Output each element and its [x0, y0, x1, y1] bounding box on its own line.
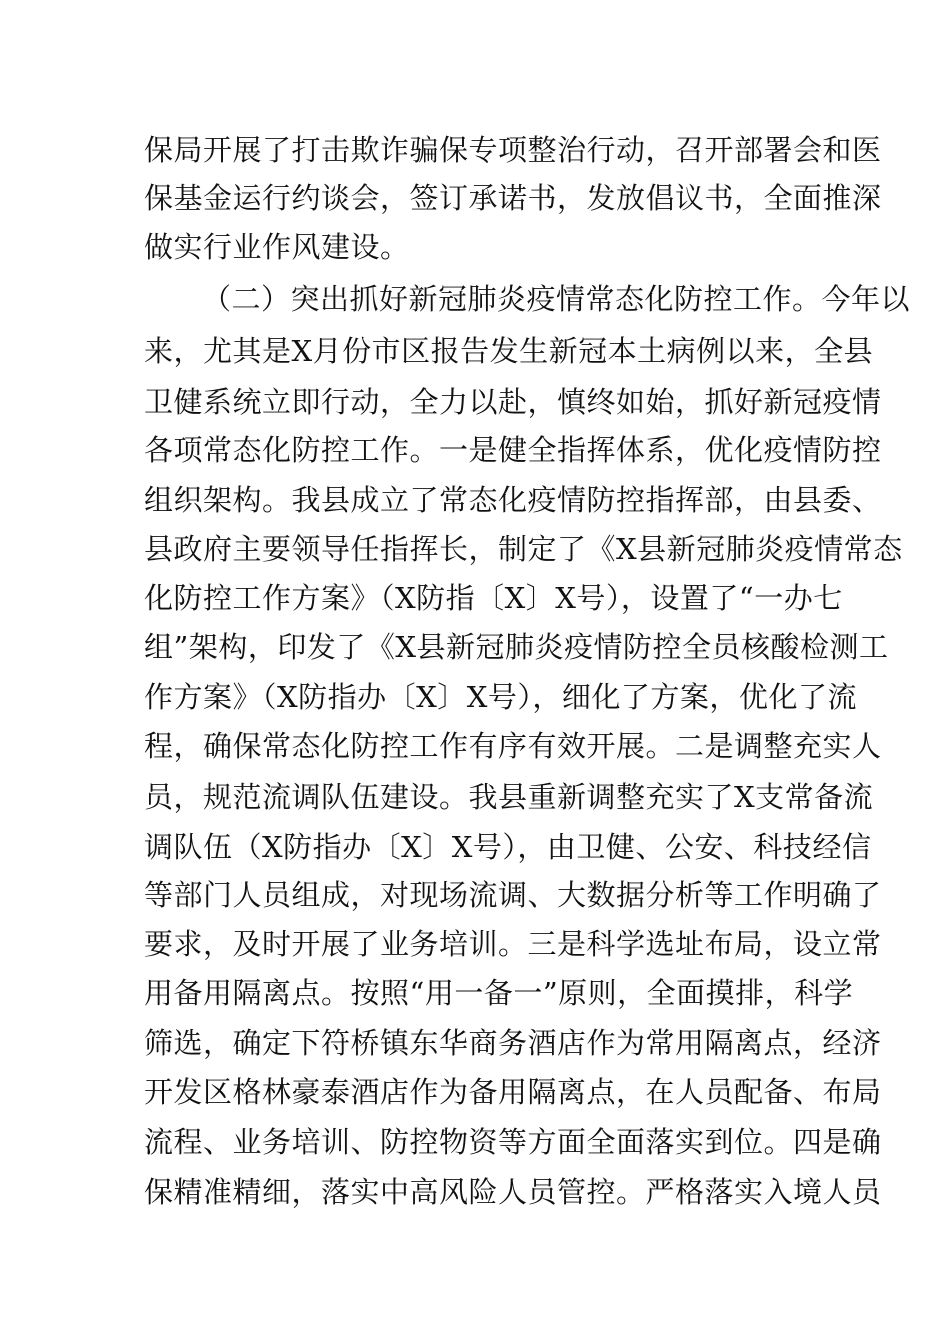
- text-line: 组”架构，印发了《X县新冠肺炎疫情防控全员核酸检测工: [144, 630, 889, 664]
- text-line: 开发区格林豪泰酒店作为备用隔离点，在人员配备、布局: [144, 1075, 882, 1109]
- text-line: 流程、业务培训、防控物资等方面全面落实到位。四是确: [144, 1125, 882, 1159]
- text-line: 卫健系统立即行动，全力以赴，慎终如始，抓好新冠疫情: [144, 385, 882, 419]
- text-line: 作方案》（X防指办〔X〕X号），细化了方案，优化了流: [144, 680, 857, 714]
- text-line: 调队伍（X防指办〔X〕X号），由卫健、公安、科技经信: [144, 830, 872, 864]
- paragraph-heading-line: （二）突出抓好新冠肺炎疫情常态化防控工作。今年以: [202, 282, 911, 316]
- text-line: 保局开展了打击欺诈骗保专项整治行动，召开部署会和医: [144, 133, 882, 167]
- text-line: 来，尤其是X月份市区报告发生新冠本土病例以来，全县: [144, 334, 874, 368]
- text-line: 员，规范流调队伍建设。我县重新调整充实了X支常备流: [144, 780, 874, 814]
- text-line: 要求，及时开展了业务培训。三是科学选址布局，设立常: [144, 927, 882, 961]
- text-line: 县政府主要领导任指挥长，制定了《X县新冠肺炎疫情常态: [144, 532, 903, 566]
- text-line: 保精准精细，落实中高风险人员管控。严格落实入境人员: [144, 1175, 882, 1209]
- text-line: 用备用隔离点。按照“用一备一”原则，全面摸排，科学: [144, 976, 854, 1010]
- text-line: 化防控工作方案》（X防指〔X〕X号），设置了“一办七: [144, 581, 843, 615]
- text-line: 保基金运行约谈会，签订承诺书，发放倡议书，全面推深: [144, 181, 882, 215]
- text-line: 做实行业作风建设。: [144, 230, 410, 264]
- text-line: 程，确保常态化防控工作有序有效开展。二是调整充实人: [144, 729, 882, 763]
- text-line: 等部门人员组成，对现场流调、大数据分析等工作明确了: [144, 878, 882, 912]
- text-line: 各项常态化防控工作。一是健全指挥体系，优化疫情防控: [144, 433, 882, 467]
- text-line: 筛选，确定下符桥镇东华商务酒店作为常用隔离点，经济: [144, 1026, 882, 1060]
- text-line: 组织架构。我县成立了常态化疫情防控指挥部，由县委、: [144, 483, 882, 517]
